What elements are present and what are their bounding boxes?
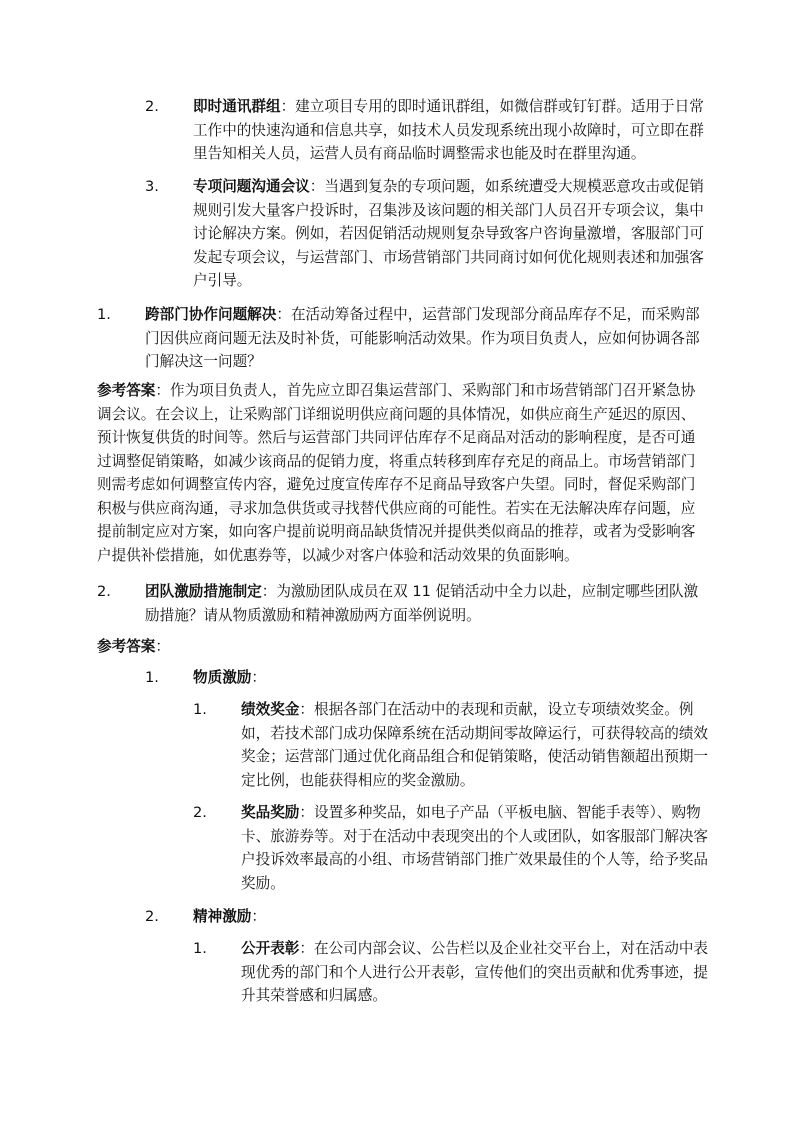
reference-answer-label [97, 635, 705, 659]
list-item-team-incentive [145, 580, 705, 627]
answer-label: 参考答案 [97, 382, 156, 399]
item-heading: 公开表彰 [241, 940, 300, 957]
list-number: 2. [97, 583, 111, 600]
item-heading: 精神激励 [193, 908, 252, 925]
item-heading: 团队激励措施制定 [145, 583, 262, 600]
list-item-im-group [193, 95, 713, 166]
list-number: 2. [193, 804, 207, 821]
list-item-performance-bonus [241, 698, 711, 792]
item-text: ：当遇到复杂的专项问题，如系统遭受大规模恶意攻击或促销规则引发大量客户投诉时，召集涉及该问题的相关部门人员召开专项会议，集中讨论解决方案。例如，若因促销活动规则复杂导致客户咨询量激增，客服部门可发起专项会议，与运营部门、市场营销部门共同商讨如何优化规则表述和加强客户引导。 [193, 178, 704, 289]
list-number: 2. [145, 98, 159, 115]
list-number: 1. [193, 701, 207, 718]
item-heading: 绩效奖金 [241, 701, 300, 718]
list-item-public-commendation [241, 937, 711, 1008]
item-text: ：为激励团队成员在双 11 促销活动中全力以赴，应制定哪些团队激励措施？请从物质激励和精神激励两方面举例说明。 [145, 583, 699, 624]
answer-label: 参考答案 [97, 638, 156, 655]
list-item-cross-dept [145, 303, 705, 374]
reference-answer-paragraph [97, 379, 705, 567]
item-text: ：根据各部门在活动中的表现和贡献，设立专项绩效奖金。例如，若技术部门成功保障系统在活动期间零故障运行，可获得较高的绩效奖金；运营部门通过优化商品组合和促销策略，使活动销售额超出预期一定比例，也能获得相应的奖金激励。 [241, 701, 709, 789]
item-text: ：在公司内部会议、公告栏以及企业社交平台上，对在活动中表现优秀的部门和个人进行公开表彰，宣传他们的突出贡献和优秀事迹，提升其荣誉感和归属感。 [241, 940, 709, 1004]
list-item-spiritual-incentive [193, 905, 703, 929]
list-number: 2. [145, 908, 159, 925]
list-number: 1. [97, 306, 111, 323]
item-text: ： [251, 669, 266, 686]
list-item-material-incentive [193, 666, 703, 690]
item-text: ： [251, 908, 266, 925]
item-text: ：在活动筹备过程中，运营部门发现部分商品库存不足，而采购部门因供应商问题无法及时补货，可能影响活动效果。作为项目负责人，应如何协调各部门解决这一问题？ [145, 306, 700, 370]
item-heading: 跨部门协作问题解决 [145, 306, 277, 323]
item-heading: 物质激励 [193, 669, 252, 686]
list-item-special-meeting [193, 175, 713, 293]
item-heading: 即时通讯群组 [193, 98, 281, 115]
list-number: 1. [193, 940, 207, 957]
list-number: 3. [145, 178, 159, 195]
list-number: 1. [145, 669, 159, 686]
item-text: ：设置多种奖品，如电子产品（平板电脑、智能手表等）、购物卡、旅游券等。对于在活动中表现突出的个人或团队，如客服部门解决客户投诉效率最高的小组、市场营销部门推广效果最佳的个人等，给予奖品奖励。 [241, 804, 709, 892]
list-item-prize-reward [241, 801, 711, 895]
item-heading: 专项问题沟通会议 [193, 178, 310, 195]
answer-text: ： [155, 638, 170, 655]
item-text: ：建立项目专用的即时通讯群组，如微信群或钉钉群。适用于日常工作中的快速沟通和信息共享，如技术人员发现系统出现小故障时，可立即在群里告知相关人员，运营人员有商品临时调整需求也能及时在群里沟通。 [193, 98, 704, 162]
answer-text: ：作为项目负责人，首先应立即召集运营部门、采购部门和市场营销部门召开紧急协调会议。在会议上，让采购部门详细说明供应商问题的具体情况，如供应商生产延迟的原因、预计恢复供货的时间等。然后与运营部门共同评估库存不足商品对活动的影响程度，是否可通过调整促销策略，如减少该商品的促销力度，将重点转移到库存充足的商品上。市场营销部门则需考虑如何调整宣传内容，避免过度宣传库存不足商品导致客户失望。同时，督促采购部门积极与供应商沟通，寻求加急供货或寻找替代供应商的可能性。若实在无法解决库存问题，应提前制定应对方案，如向客户提前说明商品缺货情况并提供类似商品的推荐，或者为受影响客户提供补偿措施，如优惠券等，以减少对客户体验和活动效果的负面影响。 [97, 382, 696, 564]
item-heading: 奖品奖励 [241, 804, 300, 821]
